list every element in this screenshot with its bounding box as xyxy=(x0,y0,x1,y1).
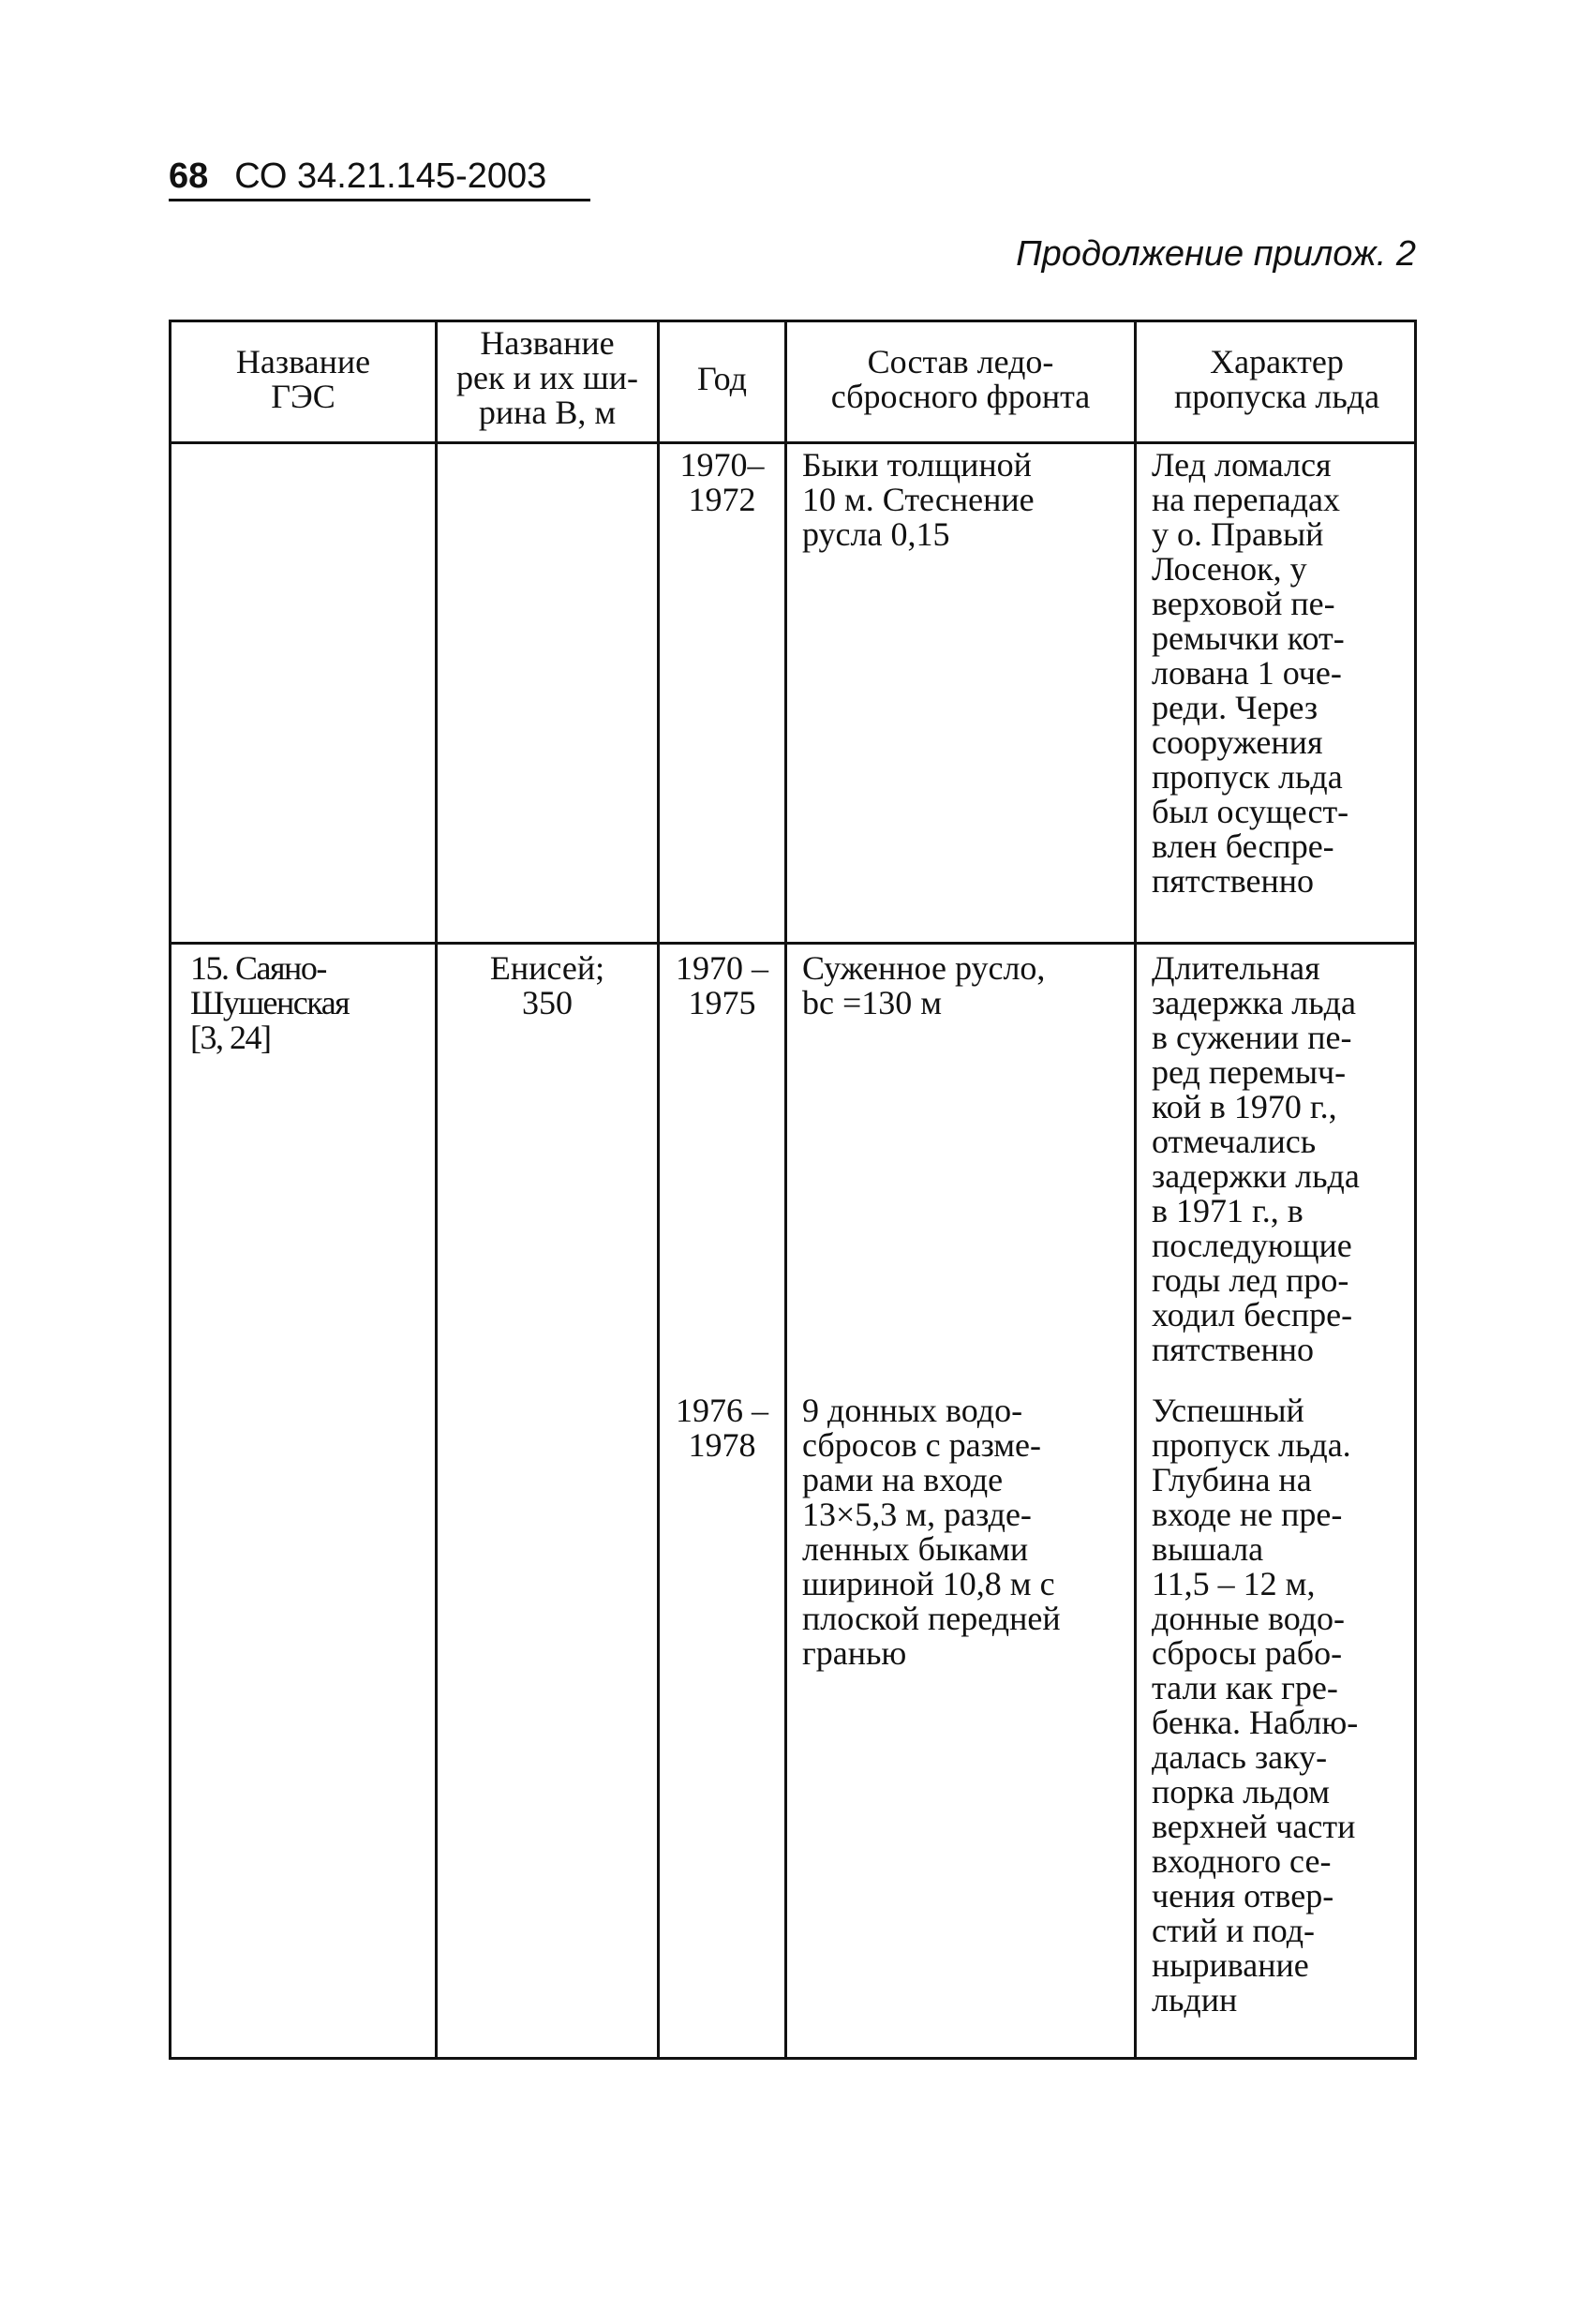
year-cell: 1970– 1972 xyxy=(679,446,765,518)
continuation-label: Продолжение прилож. 2 xyxy=(1016,234,1416,274)
header-row-divider xyxy=(171,441,1414,444)
river-cell: Енисей; 350 xyxy=(489,949,605,1021)
column-divider xyxy=(435,322,438,2057)
column-header-station: Название ГЭС xyxy=(235,343,371,415)
page-number: 68 xyxy=(169,156,209,196)
column-header-river: Название рек и их ши- рина В, м xyxy=(456,324,638,431)
column-header-year: Год xyxy=(697,360,747,397)
ice-passage-table xyxy=(169,320,1417,2060)
column-divider xyxy=(657,322,660,2057)
composition-cell: Суженное русло, bс =130 м xyxy=(802,949,1046,1021)
column-header-character: Характер пропуска льда xyxy=(1173,343,1380,415)
composition-cell: 9 донных водо- сбросов с разме- рами на входе 13×5,3 м, разде- ленных быками шириной 10,8 м с плоской передней гранью xyxy=(802,1392,1061,1672)
composition-cell: Быки толщиной 10 м. Стеснение русла 0,15 xyxy=(802,446,1035,553)
year-cell: 1976 – 1978 xyxy=(676,1392,768,1464)
column-divider xyxy=(784,322,787,2057)
page-header xyxy=(169,156,590,201)
row-divider xyxy=(171,942,1414,945)
character-cell: Успешный пропуск льда. Глубина на входе не пре- вышала 11,5 – 12 м, донные водо- сбросы рабо- тали как гре- бенка. Наблю- далась заку- порка льдом верхней части входного се- чения отвер- стий и под- ныривание льдин xyxy=(1152,1392,1359,2019)
document-code: СО 34.21.145-2003 xyxy=(234,156,547,196)
character-cell: Лед ломался на перепадах у о. Правый Лосенок, у верховой пе- ремычки кот- лована 1 оче- реди. Через сооружения пропуск льда был осущест- влен беспре- пятственно xyxy=(1152,446,1349,900)
station-name-cell: 15. Саяно- Шушенская [3, 24] xyxy=(190,949,350,1056)
year-cell: 1970 – 1975 xyxy=(676,949,768,1021)
column-divider xyxy=(1134,322,1137,2057)
character-cell: Длительная задержка льда в сужении пе- ред перемыч- кой в 1970 г., отмечались задержки льда в 1971 г., в последующие годы лед про- ходил беспре- пятственно xyxy=(1152,949,1360,1368)
column-header-composition: Состав ледо- сбросного фронта xyxy=(830,343,1091,415)
